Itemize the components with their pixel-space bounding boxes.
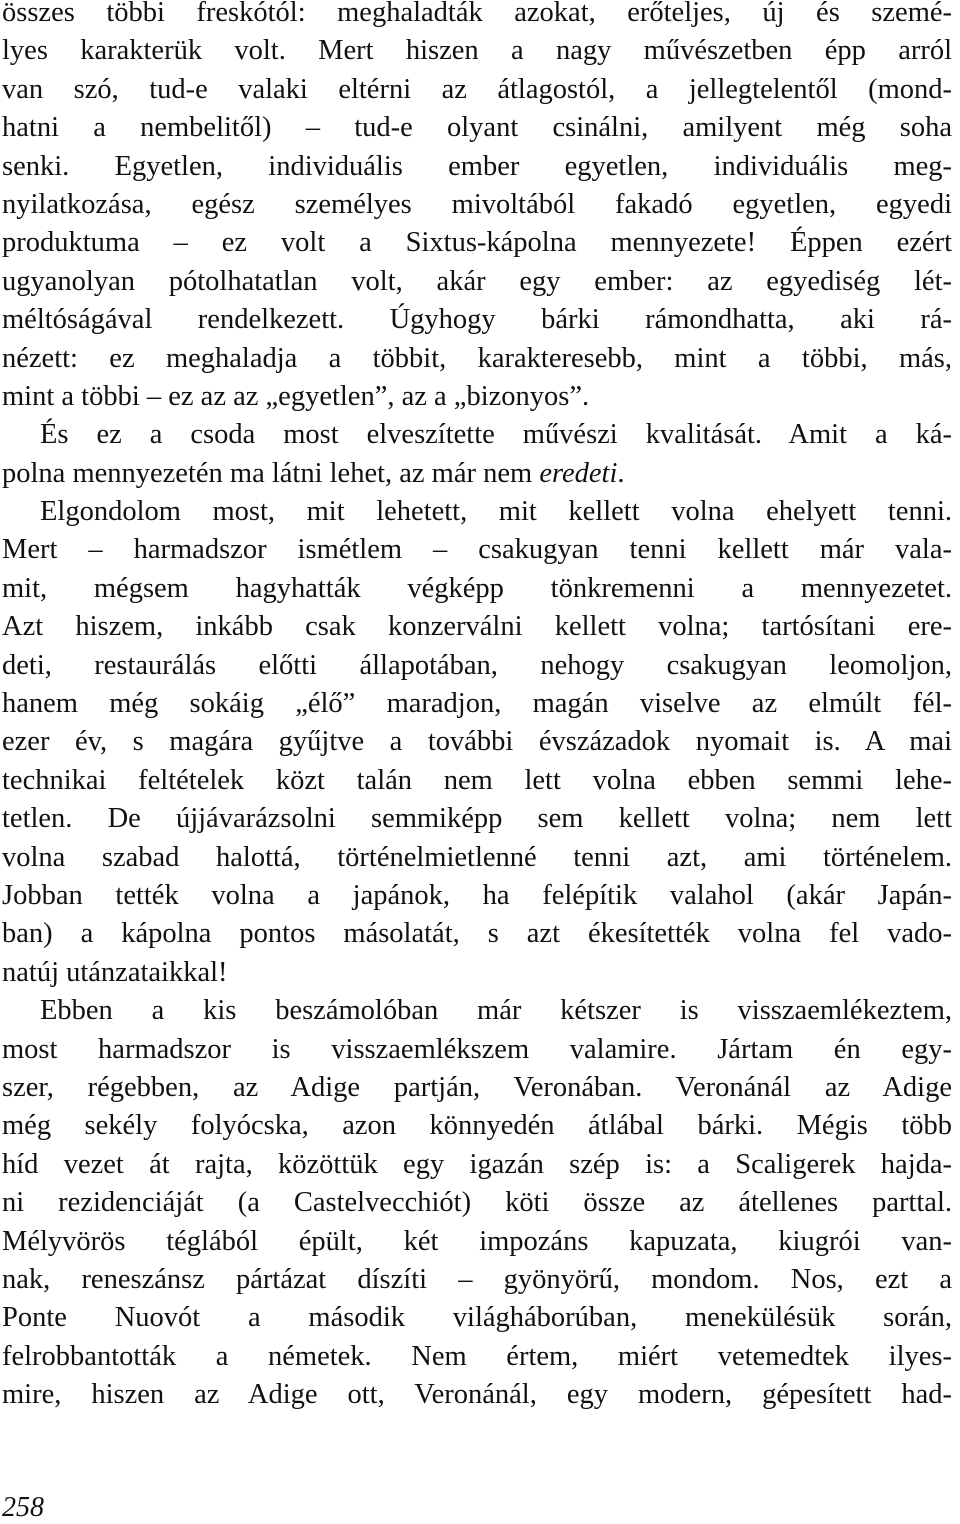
text-line: natúj utánzataikkal! bbox=[2, 956, 228, 988]
text-line: lyes karakterük volt. Mert hiszen a nagy művészetben épp arról bbox=[2, 35, 952, 67]
text-line-with-italic bbox=[2, 455, 952, 493]
text-line: Mert – harmadszor ismétlem – csakugyan tenni kellett már vala- bbox=[2, 534, 952, 566]
italic-word: eredeti bbox=[539, 457, 618, 489]
text-line: hanem még sokáig „élő” maradjon, magán viselve az elmúlt fél- bbox=[2, 688, 952, 720]
text-line: összes többi freskótól: meghaladták azokat, erőteljes, új és szemé- bbox=[2, 0, 952, 28]
text-line: technikai feltételek közt talán nem lett volna ebben semmi lehe- bbox=[2, 764, 952, 796]
text-line: volna szabad halottá, történelmietlenné tenni azt, ami történelem. bbox=[2, 841, 952, 873]
text-segment: . bbox=[617, 457, 625, 489]
body-text bbox=[2, 0, 952, 1414]
text-line: senki. Egyetlen, individuális ember egyetlen, individuális meg- bbox=[2, 150, 952, 182]
text-line: Ponte Nuovót a második világháborúban, menekülésük során, bbox=[2, 1302, 952, 1334]
text-line: ugyanolyan pótolhatatlan volt, akár egy ember: az egyediség lét- bbox=[2, 265, 952, 297]
text-segment: polna mennyezetén ma látni lehet, az már nem bbox=[2, 457, 540, 489]
text-line: híd vezet át rajta, közöttük egy igazán szép is: a Scaligerek hajda- bbox=[2, 1148, 952, 1180]
text-line: van szó, tud-e valaki eltérni az átlagostól, a jellegtelentől (mond- bbox=[2, 73, 952, 105]
text-line: tetlen. De újjávarázsolni semmiképp sem kellett volna; nem lett bbox=[2, 803, 952, 835]
text-line: szer, régebben, az Adige partján, Veronában. Veronánál az Adige bbox=[2, 1071, 952, 1103]
text-line: ezer év, s magára gyűjtve a további évszázadok nyomait is. A mai bbox=[2, 726, 952, 758]
text-line: mint a többi – ez az az „egyetlen”, az a „bizonyos”. bbox=[2, 380, 590, 412]
text-line: produktuma – ez volt a Sixtus-kápolna mennyezete! Éppen ezért bbox=[2, 227, 952, 259]
text-line: nak, reneszánsz pártázat díszíti – gyönyörű, mondom. Nos, ezt a bbox=[2, 1263, 952, 1295]
text-line: ni rezidenciáját (a Castelvecchiót) köti össze az átellenes parttal. bbox=[2, 1187, 952, 1219]
text-line: mire, hiszen az Adige ott, Veronánál, egy modern, gépesített had- bbox=[2, 1379, 952, 1411]
text-line: most harmadszor is visszaemlékszem valamire. Jártam én egy- bbox=[2, 1033, 952, 1065]
text-line: Ebben a kis beszámolóban már kétszer is visszaemlékeztem, bbox=[40, 995, 952, 1027]
text-line: méltóságával rendelkezett. Úgyhogy bárki rámondhatta, aki rá- bbox=[2, 304, 952, 336]
text-line: nyilatkozása, egész személyes mivoltából fakadó egyetlen, egyedi bbox=[2, 188, 952, 220]
text-line: felrobbantották a németek. Nem értem, miért vetemedtek ilyes- bbox=[2, 1340, 952, 1372]
text-line: hatni a nembelitől) – tud-e olyant csinálni, amilyent még soha bbox=[2, 112, 952, 144]
text-line: deti, restaurálás előtti állapotában, nehogy csakugyan leomoljon, bbox=[2, 649, 952, 681]
text-line: nézett: ez meghaladja a többit, karakteresebb, mint a többi, más, bbox=[2, 342, 952, 374]
text-line: Elgondolom most, mit lehetett, mit kellett volna ehelyett tenni. bbox=[40, 496, 952, 528]
text-line: Jobban tették volna a japánok, ha felépítik valahol (akár Japán- bbox=[2, 879, 952, 911]
text-line: még sekély folyócska, azon könnyedén átlábal bárki. Mégis több bbox=[2, 1110, 952, 1142]
text-line: ban) a kápolna pontos másolatát, s azt ékesítették volna fel vado- bbox=[2, 918, 952, 950]
text-line: Azt hiszem, inkább csak konzerválni kellett volna; tartósítani ere- bbox=[2, 611, 952, 643]
page-number: 258 bbox=[2, 1492, 44, 1523]
text-line: És ez a csoda most elveszítette művészi kvalitását. Amit a ká- bbox=[40, 419, 952, 451]
text-line: mit, mégsem hagyhatták végképp tönkremenni a mennyezetet. bbox=[2, 572, 952, 604]
text-line: Mélyvörös téglából épült, két impozáns kapuzata, kiugrói van- bbox=[2, 1225, 952, 1257]
